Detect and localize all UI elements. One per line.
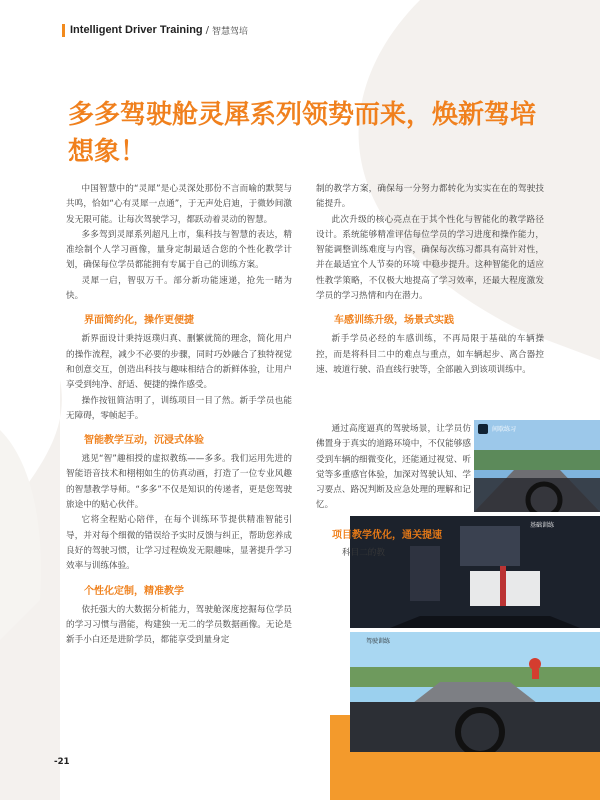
body-paragraph: 此次升级的核心亮点在于其个性化与智能化的教学路径设计。系统能够精准评估每位学员的学习进度和操作能力，智能调整训练难度与内容，确保每次练习都具有高针对性，并在最适宜个人节奏的环境 中稳步提升。这种智能化的适应性教学策略，不仅极大地提高了学习效率，还最大程度激发学员的学习热情和内在潜力。 <box>316 214 544 302</box>
header-title-en: Intelligent Driver Training <box>70 24 203 36</box>
body-paragraph: 依托强大的大数据分析能力，驾驶舱深度挖掘每位学员的学习习惯与潜能，构建独一无二的学员数据画像。无论是新手小白还是进阶学员，都能享受到量身定 <box>66 604 292 646</box>
header-separator: / <box>205 24 210 36</box>
page-header <box>62 22 248 38</box>
screen-label: 驾驶训练 <box>366 638 391 645</box>
screenshot-practice <box>474 420 600 512</box>
page-number: -21 <box>54 757 70 767</box>
body-paragraph: 新界面设计秉持返璞归真、删繁就简的理念，简化用户的操作流程，减少不必要的步骤，同时巧妙融合了独特视觉和创意交互，创造出科技与趣味相结合的新鲜体验，让用户享受到纯净、舒适、便捷的操作感受。 <box>66 334 292 391</box>
article-headline: 多多驾驶舱灵犀系列领势而来，焕新驾培想象！ <box>68 100 537 167</box>
screenshot-driving-training <box>350 632 600 752</box>
section-heading: 智能教学互动，沉浸式体验 <box>84 435 204 447</box>
body-tail-text: 科目二的教 <box>342 547 385 558</box>
intro-paragraph: 灵犀一启，智驭万千。部分新功能速递，抢先一睹为快。 <box>66 275 292 302</box>
intro-paragraph: 多多驾到灵犀系列超凡上市，集科技与智慧的表达，精准绘制个人学习画像，量身定制最适合您的个性化教学计划，确保每位学员都能拥有专属于自己的训练方案。 <box>66 229 292 271</box>
body-paragraph: 通过高度逼真的驾驶场景，让学员仿佛置身于真实的道路环境中，不仅能够感受到车辆的细微变化，还能通过视觉、听觉等多重感官体验，加深对驾驶认知、学习要点、路况判断及应急处理的理解和记忆。 <box>316 424 471 511</box>
right-column <box>316 182 544 378</box>
body-paragraph: 新手学员必经的车感训练，不再局限于基础的车辆操控，而是将科目二中的难点与重点，如车辆起步、离合器控速、坡道行驶、沿直线行驶等，全部融入到该项训练中。 <box>316 334 544 375</box>
left-column <box>66 182 292 648</box>
continuation-paragraph: 制的教学方案，确保每一分努力都转化为实实在在的驾驶技能提升。 <box>316 184 544 210</box>
section-heading: 个性化定制，精准教学 <box>84 585 184 597</box>
body-paragraph: 它将全程贴心陪伴，在每个训练环节提供精准智能引导，并对每个细微的错误给予实时反馈与纠正，帮助您养成良好的驾驶习惯，让学习过程焕发无限趣味，显著提升学习效率与训练体验。 <box>66 515 292 572</box>
screen-label: 间歇练习 <box>492 426 517 433</box>
section-heading: 项目教学优化，通关提速 <box>332 529 442 541</box>
header-accent-bar <box>62 24 65 37</box>
body-paragraph: 逃见“智”趣相授的虚拟教练——多多。我们运用先进的智能语音技术和栩栩如生的仿真动画，打造了一位专业风趣的智慧教学导师。“多多”不仅是知识的传递者，更是您驾驶旅途中的贴心伙伴。 <box>66 454 292 511</box>
header-title-cn: 智慧驾培 <box>212 26 249 37</box>
screen-label: 基础训练 <box>530 522 555 529</box>
body-paragraph: 操作按钮简洁明了，训练项目一目了然。新手学员也能无障碍，零帧起手。 <box>66 395 292 421</box>
wrapped-text-block <box>316 422 471 561</box>
intro-paragraph: 中国智慧中的“灵犀”是心灵深处那份不言而喻的默契与共鸣，恰如“心有灵犀一点通”，于无声处启迪，于微妙间激发无限可能。让每次驾驶学习，都跃动着灵动的智慧。 <box>66 184 292 225</box>
section-heading: 车感训练升级，场景式实践 <box>334 315 454 327</box>
section-heading: 界面简约化，操作更便捷 <box>84 315 194 327</box>
